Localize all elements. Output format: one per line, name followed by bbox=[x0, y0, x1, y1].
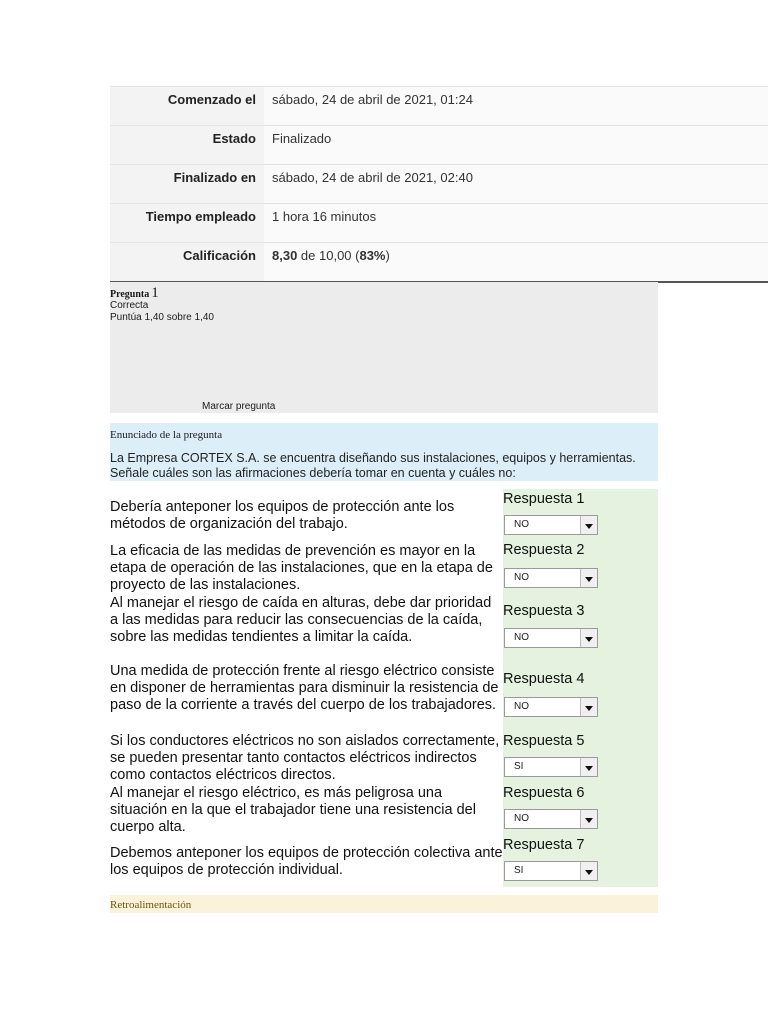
summary-label: Comenzado el bbox=[110, 87, 264, 125]
answer-label: Respuesta 7 bbox=[503, 837, 585, 853]
answer-cell bbox=[503, 783, 658, 835]
chevron-down-icon[interactable] bbox=[580, 862, 597, 880]
summary-value: 1 hora 16 minutos bbox=[264, 204, 768, 242]
answers-table bbox=[110, 489, 658, 887]
summary-row-started bbox=[110, 87, 768, 126]
answer-label: Respuesta 5 bbox=[503, 733, 585, 749]
answer-select-value: SI bbox=[514, 761, 524, 772]
summary-label: Calificación bbox=[110, 243, 264, 281]
answer-select[interactable] bbox=[504, 697, 598, 717]
grade-value bbox=[264, 243, 768, 281]
feedback-block bbox=[110, 895, 658, 913]
answer-select[interactable] bbox=[504, 809, 598, 829]
answer-select-value: NO bbox=[514, 572, 529, 583]
answer-select-value: NO bbox=[514, 632, 529, 643]
answer-select-value: NO bbox=[514, 813, 529, 824]
answer-select[interactable] bbox=[504, 757, 598, 777]
answer-select[interactable] bbox=[504, 568, 598, 588]
answer-cell bbox=[503, 593, 658, 661]
answer-statement: Si los conductores eléctricos no son aislados correctamente, se pueden presentar tanto contactos eléctricos indirectos como contactos eléctricos directos. bbox=[110, 733, 500, 783]
answer-select[interactable] bbox=[504, 628, 598, 648]
chevron-down-icon[interactable] bbox=[580, 698, 597, 716]
answer-statement: Una medida de protección frente al riesgo eléctrico consiste en disponer de herramientas para disminuir la resistencia de paso de la corriente a través del cuerpo de los trabajadores. bbox=[110, 663, 499, 713]
summary-value: sábado, 24 de abril de 2021, 02:40 bbox=[264, 165, 768, 203]
feedback-heading: Retroalimentación bbox=[110, 899, 192, 911]
answer-statement: Debería anteponer los equipos de protección ante los métodos de organización del trabajo. bbox=[110, 499, 455, 532]
question-text: La Empresa CORTEX S.A. se encuentra diseñando sus instalaciones, equipos y herramientas. Señale cuáles son las afirmaciones debería tomar en cuenta y cuáles no: bbox=[110, 451, 636, 480]
question-text-heading: Enunciado de la pregunta bbox=[110, 429, 223, 441]
answer-row bbox=[110, 489, 658, 541]
answer-select-value: NO bbox=[514, 519, 529, 530]
answer-row bbox=[110, 835, 658, 887]
answer-statement: Al manejar el riesgo eléctrico, es más peligrosa una situación en la que el trabajador tiene una resistencia del cuerpo alta. bbox=[110, 785, 476, 835]
answer-cell bbox=[503, 541, 658, 593]
answer-label: Respuesta 3 bbox=[503, 603, 585, 619]
grade-percent: 83% bbox=[359, 248, 386, 263]
answer-row bbox=[110, 731, 658, 783]
answer-row bbox=[110, 593, 658, 661]
chevron-down-icon[interactable] bbox=[580, 629, 597, 647]
question-text-block bbox=[110, 423, 658, 481]
summary-row-finished bbox=[110, 165, 768, 204]
grade-close: ) bbox=[385, 248, 390, 263]
answer-label: Respuesta 1 bbox=[503, 491, 585, 507]
chevron-down-icon[interactable] bbox=[580, 516, 597, 534]
answer-select[interactable] bbox=[504, 861, 598, 881]
answer-select[interactable] bbox=[504, 515, 598, 535]
flag-question-link[interactable]: Marcar pregunta bbox=[202, 401, 276, 412]
answer-select-value: NO bbox=[514, 701, 529, 712]
summary-value: sábado, 24 de abril de 2021, 01:24 bbox=[264, 87, 768, 125]
attempt-summary bbox=[110, 86, 768, 283]
summary-row-time bbox=[110, 204, 768, 243]
chevron-down-icon[interactable] bbox=[580, 758, 597, 776]
answer-row bbox=[110, 661, 658, 731]
answer-row bbox=[110, 783, 658, 835]
summary-label: Finalizado en bbox=[110, 165, 264, 203]
answer-statement: La eficacia de las medidas de prevención es mayor en la etapa de operación de las instalaciones, que en la etapa de proyecto de las instalaciones. bbox=[110, 543, 493, 593]
answer-statement: Debemos anteponer los equipos de protección colectiva ante los equipos de protección individual. bbox=[110, 845, 503, 878]
question-number-value: 1 bbox=[151, 285, 159, 301]
question-state: Correcta bbox=[110, 300, 149, 311]
summary-label: Estado bbox=[110, 126, 264, 164]
answer-statement: Al manejar el riesgo de caída en alturas, debe dar prioridad a las medidas para reducir las consecuencias de la caída, sobre las medidas tendientes a limitar la caída. bbox=[110, 595, 492, 645]
grade-of: de 10,00 ( bbox=[297, 248, 360, 263]
question-grade: Puntúa 1,40 sobre 1,40 bbox=[110, 312, 214, 323]
question-word: Pregunta bbox=[110, 289, 150, 300]
summary-row-state bbox=[110, 126, 768, 165]
summary-label: Tiempo empleado bbox=[110, 204, 264, 242]
answer-select-value: SI bbox=[514, 865, 524, 876]
answer-label: Respuesta 6 bbox=[503, 785, 585, 801]
answer-cell bbox=[503, 731, 658, 783]
answer-row bbox=[110, 541, 658, 593]
summary-value: Finalizado bbox=[264, 126, 768, 164]
answer-label: Respuesta 2 bbox=[503, 542, 585, 558]
answer-cell bbox=[503, 661, 658, 731]
answer-cell bbox=[503, 489, 658, 541]
summary-row-grade bbox=[110, 243, 768, 283]
chevron-down-icon[interactable] bbox=[580, 569, 597, 587]
chevron-down-icon[interactable] bbox=[580, 810, 597, 828]
grade-score: 8,30 bbox=[272, 248, 298, 263]
answer-cell bbox=[503, 835, 658, 887]
question-info bbox=[110, 282, 658, 413]
answer-label: Respuesta 4 bbox=[503, 671, 585, 687]
